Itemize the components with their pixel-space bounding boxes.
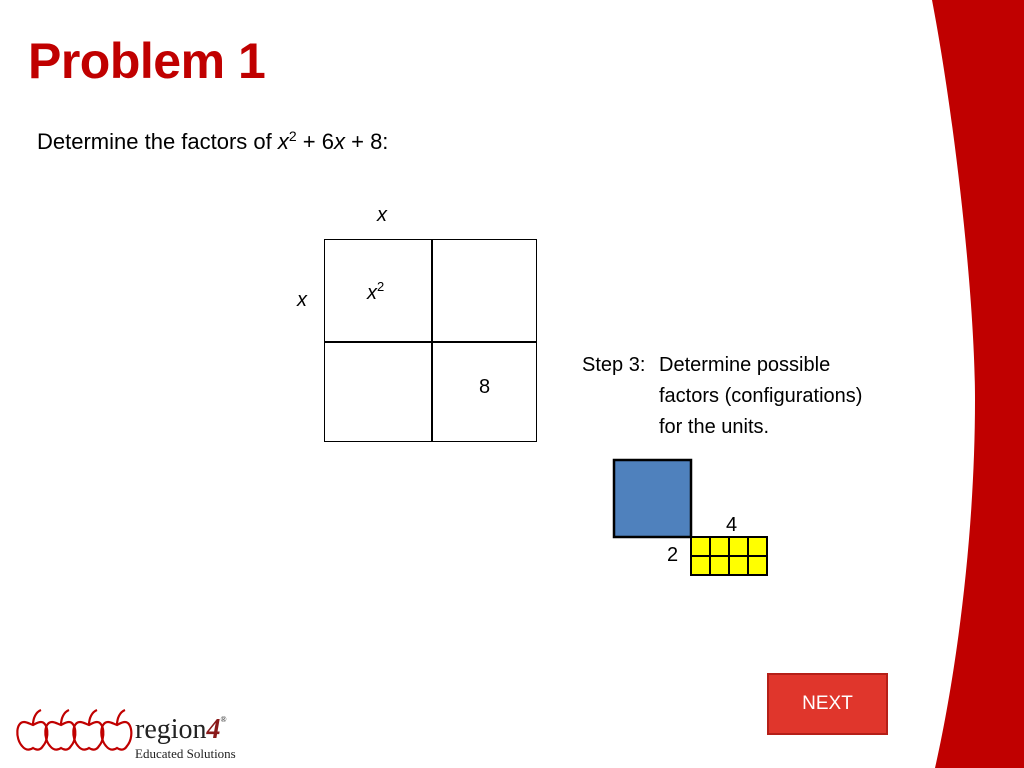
grid-cell-constant: 8 bbox=[479, 376, 491, 398]
next-button[interactable]: NEXT bbox=[767, 673, 888, 735]
x-squared-tile bbox=[614, 460, 691, 537]
logo-text: region4® Educated Solutions bbox=[135, 714, 236, 761]
area-model-grid bbox=[324, 239, 537, 442]
tile-height-label: 2 bbox=[667, 544, 679, 566]
step-line: for the units. bbox=[659, 416, 770, 438]
logo-subtitle: Educated Solutions bbox=[135, 746, 236, 761]
tile-width-label: 4 bbox=[726, 514, 738, 536]
problem-prompt: Determine the factors of $x^2 + 6x + 8$: bbox=[37, 128, 389, 154]
grid-horizontal-divider bbox=[325, 341, 536, 343]
grid-cell-x-squared: $x^2$ bbox=[367, 279, 385, 304]
step-instructions bbox=[582, 350, 862, 443]
step-label: Step 3: bbox=[582, 354, 646, 376]
step-line: factors (configurations) bbox=[659, 385, 863, 407]
algebra-tiles bbox=[610, 457, 775, 582]
unit-tiles-grid bbox=[691, 537, 767, 575]
grid-left-label: x bbox=[297, 289, 307, 311]
step-line: Determine possible bbox=[659, 354, 831, 376]
grid-top-label: x bbox=[377, 204, 387, 226]
page-title: Problem 1 bbox=[28, 33, 266, 89]
